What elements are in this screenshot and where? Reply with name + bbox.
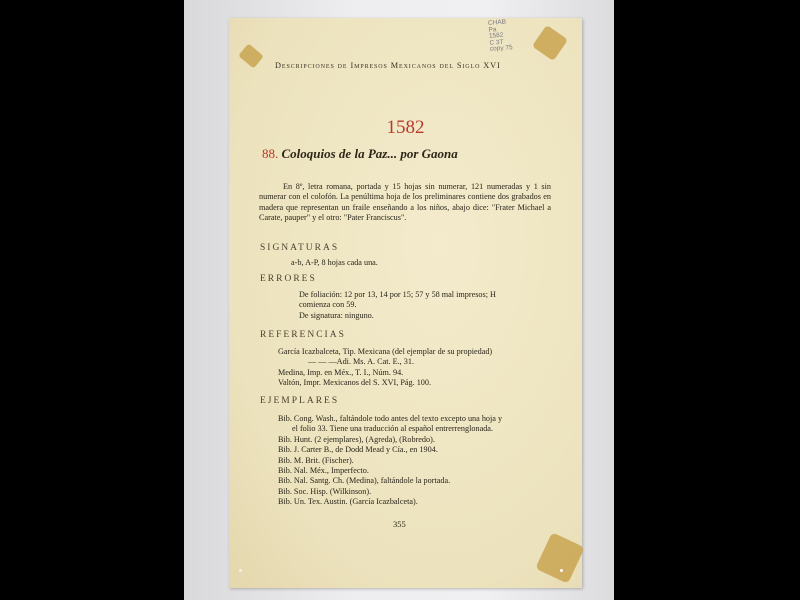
pencil-line: Pa xyxy=(488,25,497,34)
referencias-line: Valtón, Impr. Mexicanos del S. XVI, Pág. 100. xyxy=(278,378,432,388)
catalog-page xyxy=(229,18,582,588)
corner-stain-top-left xyxy=(238,43,264,68)
ejemplares-line: Bib. M. Brit. (Fischer). xyxy=(278,455,354,465)
pencil-line: copy 75 xyxy=(489,44,513,53)
entry-heading xyxy=(262,146,458,162)
pencil-annotation xyxy=(488,19,513,53)
errores-line: De signatura: ninguno. xyxy=(299,310,374,320)
entry-title: Coloquios de la Paz... por Gaona xyxy=(281,146,458,161)
section-title-errores: ERRORES xyxy=(260,274,317,284)
errores-line: De foliación: 12 por 13, 14 por 15; 57 y 58 mal impresos; H xyxy=(299,290,496,299)
pin-hole xyxy=(560,569,563,572)
corner-stain-bottom-right xyxy=(535,532,585,583)
ejemplares-line: Bib. Nal. Méx., Imperfecto. xyxy=(278,466,369,476)
ejemplares-block xyxy=(278,414,502,508)
year-heading: 1582 xyxy=(386,117,425,138)
pin-hole xyxy=(239,569,242,572)
corner-stain-top-right xyxy=(532,25,568,61)
errores-line: comienza con 59. xyxy=(299,300,357,310)
ejemplares-line: el folio 33. Tiene una traducción al español entrerrenglonada. xyxy=(292,424,493,434)
pencil-line: 1582 xyxy=(488,31,504,40)
pencil-line: CHAB xyxy=(487,18,507,27)
referencias-line: — — —Adi. Ms. A. Cat. E., 31. xyxy=(308,357,414,367)
description-paragraph: En 8º, letra romana, portada y 15 hojas sin numerar, 121 numeradas y 1 sin numerar con el colofón. La penúltima hoja de los preliminares contiene dos grabados en madera que representan un fraile enseñando a los niños, abajo dice: "Frater Michael a Carate, pauper" y el otro: "Pater Franciscus". xyxy=(259,182,551,222)
section-title-ejemplares: EJEMPLARES xyxy=(260,396,340,406)
signaturas-block xyxy=(291,258,378,268)
ejemplares-line: Bib. Un. Tex. Austin. (García Icazbalceta). xyxy=(278,497,418,507)
referencias-line: García Icazbalceta, Tip. Mexicana (del ejemplar de su propiedad) xyxy=(278,347,493,356)
referencias-block xyxy=(278,347,492,389)
ejemplares-line: Bib. Cong. Wash., faltándole todo antes del texto excepto una hoja y xyxy=(278,414,503,423)
pencil-line: C 3T xyxy=(489,38,504,47)
running-header: Descripciones de Impresos Mexicanos del Siglo XVI xyxy=(275,61,501,70)
section-title-signaturas: SIGNATURAS xyxy=(260,243,340,253)
ejemplares-line: Bib. J. Carter B., de Dodd Mead y Cía., en 1904. xyxy=(278,445,438,455)
page-number: 355 xyxy=(393,519,406,529)
ejemplares-line: Bib. Hunt. (2 ejemplares), (Agreda), (Robredo). xyxy=(278,434,435,444)
ejemplares-line: Bib. Soc. Hisp. (Wilkinson). xyxy=(278,486,372,496)
errores-block xyxy=(299,290,496,321)
ejemplares-line: Bib. Nal. Santg. Ch. (Medina), faltándole la portada. xyxy=(278,476,451,486)
section-title-referencias: REFERENCIAS xyxy=(260,330,346,340)
signaturas-line: a-b, A-P, 8 hojas cada una. xyxy=(291,258,378,267)
entry-number: 88. xyxy=(262,146,279,161)
referencias-line: Medina, Imp. en Méx., T. I., Núm. 94. xyxy=(278,367,404,377)
